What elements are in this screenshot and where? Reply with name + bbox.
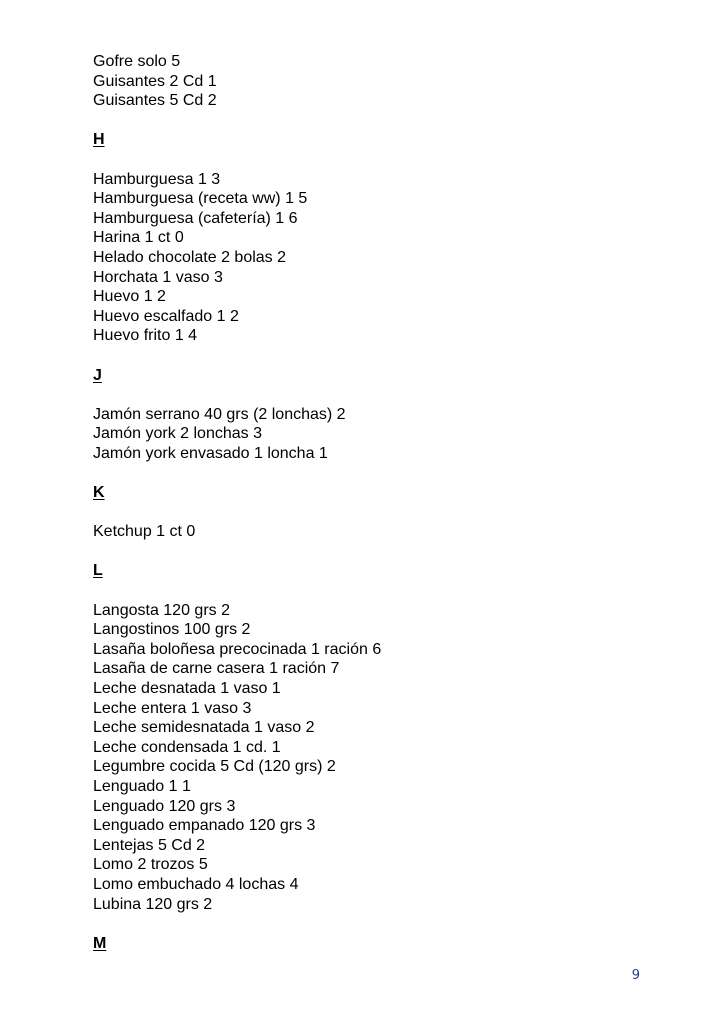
list-item: Leche semidesnatada 1 vaso 2	[93, 719, 315, 737]
list-item: Lomo embuchado 4 lochas 4	[93, 875, 299, 893]
list-item: Lenguado 1 1	[93, 777, 191, 795]
list-item: Huevo escalfado 1 2	[93, 307, 239, 325]
list-item: Ketchup 1 ct 0	[93, 523, 196, 541]
section-l	[93, 561, 693, 914]
list-item: Lasaña de carne casera 1 ración 7	[93, 660, 340, 678]
list-item: Guisantes 2 Cd 1	[93, 72, 217, 90]
list-item: Lubina 120 grs 2	[93, 895, 213, 913]
list-item: Leche condensada 1 cd. 1	[93, 738, 281, 756]
list-item: Leche desnatada 1 vaso 1	[93, 680, 281, 697]
list-item: Lasaña boloñesa precocinada 1 ración 6	[93, 640, 382, 658]
list-item: Lomo 2 trozos 5	[93, 856, 208, 874]
section-letter-heading: H	[93, 131, 105, 149]
list-item: Hamburguesa (cafetería) 1 6	[93, 209, 298, 227]
section-m	[93, 934, 693, 954]
list-item: Helado chocolate 2 bolas 2	[93, 248, 287, 266]
list-item: Legumbre cocida 5 Cd (120 grs) 2	[93, 758, 336, 776]
list-item: Huevo frito 1 4	[93, 327, 198, 345]
list-item: Lentejas 5 Cd 2	[93, 836, 206, 854]
list-item: Huevo 1 2	[93, 288, 166, 306]
list-item: Leche entera 1 vaso 3	[93, 699, 252, 717]
section-h	[93, 130, 693, 346]
page-number: 9	[631, 968, 640, 983]
list-item: Langostinos 100 grs 2	[93, 621, 251, 639]
section-letter-heading: J	[93, 366, 102, 384]
list-item: Hamburguesa (receta ww) 1 5	[93, 190, 308, 208]
list-item: Lenguado empanado 120 grs 3	[93, 817, 316, 835]
list-item: Hamburguesa 1 3	[93, 170, 221, 188]
list-item: Jamón york 2 lonchas 3	[93, 425, 262, 443]
list-item: Langosta 120 grs 2	[93, 601, 230, 619]
list-item: Guisantes 5 Cd 2	[93, 92, 217, 110]
list-item: Jamón york envasado 1 loncha 1	[93, 444, 328, 462]
list-item: Lenguado 120 grs 3	[93, 797, 236, 815]
section-letter-heading: M	[93, 934, 107, 952]
section-letter-heading: L	[93, 562, 103, 580]
section-j	[93, 366, 693, 464]
section-k	[93, 483, 693, 542]
list-item: Jamón serrano 40 grs (2 lonchas) 2	[93, 405, 346, 423]
section-g-continued	[93, 52, 693, 111]
document-body	[93, 52, 693, 953]
list-item: Horchata 1 vaso 3	[93, 268, 223, 286]
list-item: Harina 1 ct 0	[93, 229, 184, 247]
section-letter-heading: K	[93, 484, 105, 502]
list-item: Gofre solo 5	[93, 53, 181, 70]
